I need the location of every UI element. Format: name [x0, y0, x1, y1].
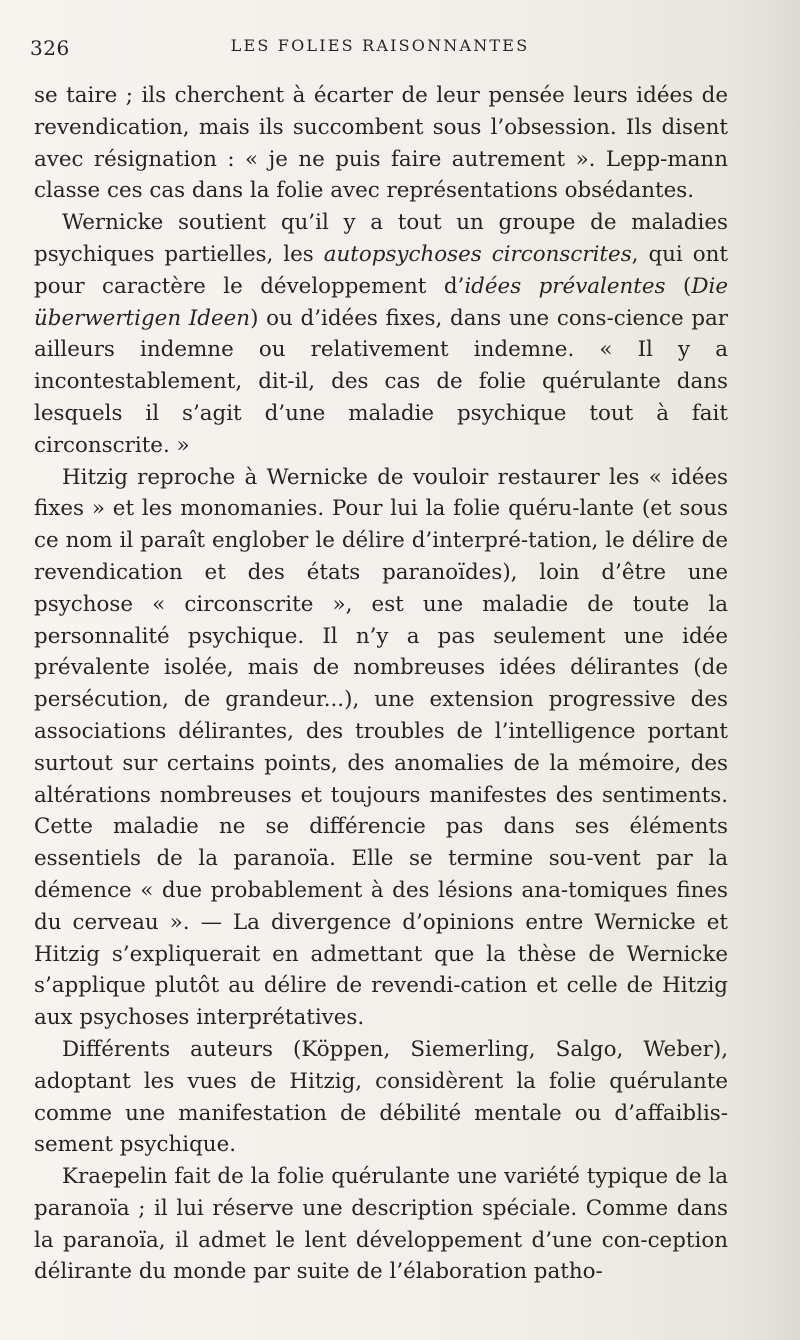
page-header	[30, 28, 730, 68]
paragraph-4	[34, 1034, 728, 1161]
italic-term: idées prévalentes	[464, 273, 666, 299]
text-run: ) ou d’idées fixes, dans une cons-cience par ailleurs indemne ou relativement indemne. « Il y a incontestablement, dit-il, des cas de folie quérulante dans lesquels il s’agit d’une maladie psychique tout à fait circonscrite. »	[34, 305, 728, 458]
paragraph-3	[34, 462, 728, 1034]
text-run: Différents auteurs (Köppen, Siemerling, Salgo, Weber), adoptant les vues de Hitzig, considèrent la folie quérulante comme une manifestation de débilité mentale ou d’affaiblis-sement psychique.	[34, 1036, 728, 1158]
text-run: Hitzig reproche à Wernicke de vouloir restaurer les « idées fixes » et les monomanies. Pour lui la folie quéru-lante (et sous ce nom il paraît englober le délire d’interpré-tation, le délire de revendication et des états paranoïdes), loin d’être une psychose « circonscrite », est une maladie de toute la personnalité psychique. Il n’y a pas seulement une idée prévalente isolée, mais de nombreuses idées délirantes (de persécution, de grandeur...), une extension progressive des associations délirantes, des troubles de l’intelligence portant surtout sur certains points, des anomalies de la mémoire, des altérations nombreuses et toujours manifestes des sentiments. Cette maladie ne se différencie pas dans ses éléments essentiels de la paranoïa. Elle se termine sou-vent par la démence « due probablement à des lésions ana-tomiques fines du cerveau ». — La divergence d’opinions entre Wernicke et Hitzig s’expliquerait en admettant que la thèse de Wernicke s’applique plutôt au délire de revendi-cation et celle de Hitzig aux psychoses interprétatives.	[34, 464, 728, 1031]
text-run: , qui ont pour caractère le développement d’	[34, 241, 728, 299]
paragraph-1	[34, 80, 728, 207]
italic-term: Die überwertigen Ideen	[34, 273, 728, 331]
running-title: LES FOLIES RAISONNANTES	[230, 36, 530, 55]
text-run: Wernicke soutient qu’il y a tout un groupe de maladies psychiques partielles, les	[34, 210, 728, 267]
paragraph-5	[34, 1161, 728, 1288]
paragraph-2	[34, 207, 728, 461]
body-text	[34, 80, 728, 1288]
text-run: (	[665, 273, 692, 299]
italic-term: autopsychoses circonscrites	[323, 241, 632, 267]
text-run: Kraepelin fait de la folie quérulante une variété typique de la paranoïa ; il lui réserve une description spéciale. Comme dans la paranoïa, il admet le lent développement d’une con-ception délirante du monde par suite de l’élaboration patho-	[34, 1164, 728, 1285]
text-run: se taire ; ils cherchent à écarter de leur pensée leurs idées de revendication, mais ils succombent sous l’obsession. Ils disent avec résignation : « je ne puis faire autrement ». Lepp-mann classe ces cas dans la folie avec représentations obsédantes.	[34, 83, 728, 204]
page-number: 326	[30, 36, 70, 60]
